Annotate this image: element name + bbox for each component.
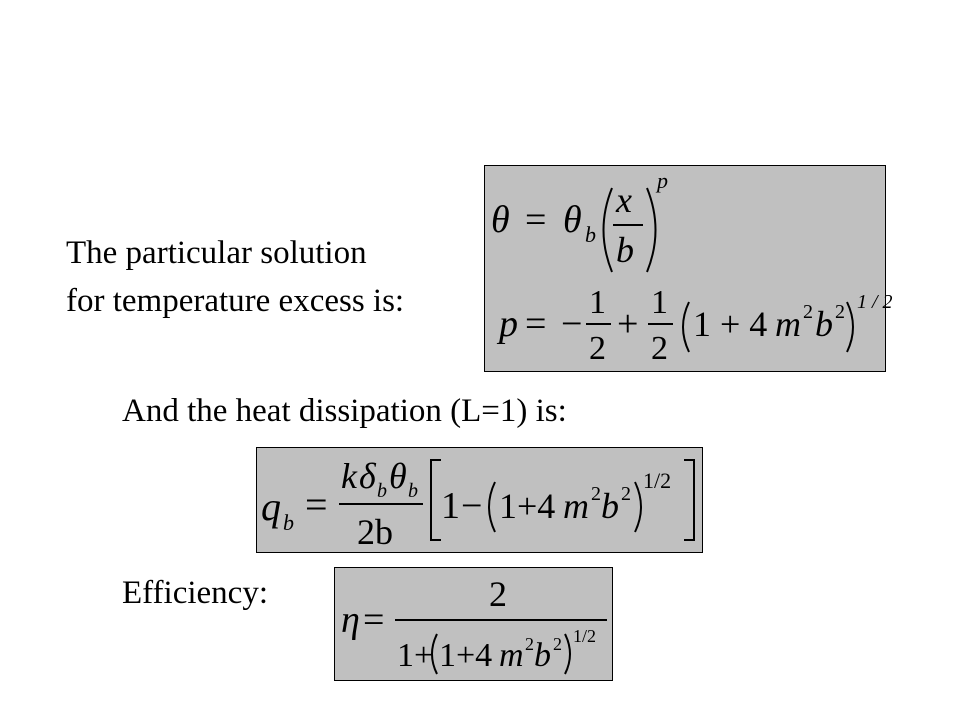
intro-line-1: The particular solution xyxy=(66,235,367,271)
eq3-left-paren xyxy=(489,482,495,532)
eq3-k: k xyxy=(341,456,357,496)
eq1-equals: = xyxy=(525,199,547,241)
heat-dissipation-equation xyxy=(257,448,704,554)
heat-dissipation-label: And the heat dissipation (L=1) is: xyxy=(122,393,567,429)
eq3-right-paren xyxy=(635,482,641,532)
eq3-q-subscript: b xyxy=(283,510,294,535)
eq2-m-exponent: 2 xyxy=(803,301,813,323)
eq4-b: b xyxy=(534,637,551,674)
eq1-denominator: b xyxy=(616,230,634,270)
eq4-numerator: 2 xyxy=(489,574,507,614)
eq1-right-paren xyxy=(647,188,656,272)
eq1-left-paren xyxy=(604,188,613,272)
eq2-right-paren xyxy=(847,302,853,352)
eq3-m: m xyxy=(563,486,589,526)
eq1-exponent: p xyxy=(657,168,668,193)
efficiency-equation xyxy=(335,568,614,682)
eq3-b: b xyxy=(601,486,619,526)
eq2-inner: 1 + 4 xyxy=(693,304,768,344)
eq3-exponent: 1/2 xyxy=(643,468,672,493)
heat-dissipation-equation-box xyxy=(256,447,703,553)
eq2-b-exponent: 2 xyxy=(835,301,845,323)
eq4-den-prefix: 1+ xyxy=(397,637,434,674)
eq4-eta: η xyxy=(341,599,360,641)
eq3-equals: = xyxy=(305,482,328,527)
eq2-b: b xyxy=(815,304,833,344)
eq2-minus: − xyxy=(561,303,583,345)
temperature-solution-equations xyxy=(485,166,893,373)
eq2-left-paren xyxy=(683,302,689,352)
eq2-lhs: p xyxy=(499,303,518,345)
eq2-equals: = xyxy=(525,303,547,345)
eq4-equals: = xyxy=(363,599,385,641)
eq3-delta-subscript: b xyxy=(377,480,387,502)
eq2-num2: 1 xyxy=(651,284,668,321)
eq1-numerator: x xyxy=(616,180,632,220)
eq2-plus: + xyxy=(617,303,639,345)
eq3-q: q xyxy=(261,484,281,529)
eq3-one: 1 xyxy=(441,485,460,527)
eq3-right-bracket xyxy=(684,460,694,540)
eq1-lhs: θ xyxy=(491,199,510,241)
eq3-b-exponent: 2 xyxy=(621,483,631,505)
eq3-theta-subscript: b xyxy=(408,480,418,502)
eq2-num1: 1 xyxy=(589,284,606,321)
eq2-m: m xyxy=(775,304,801,344)
eq4-m-exponent: 2 xyxy=(525,634,534,654)
eq4-exponent: 1/2 xyxy=(573,626,597,646)
eq3-left-bracket xyxy=(431,460,441,540)
eq3-denominator: 2b xyxy=(357,512,393,552)
eq3-inner: 1+4 xyxy=(499,486,556,526)
eq4-m: m xyxy=(499,637,524,674)
eq2-exponent: 1 / 2 xyxy=(857,291,893,313)
eq3-m-exponent: 2 xyxy=(591,483,601,505)
eq4-inner: 1+4 xyxy=(439,637,493,674)
eq2-den2: 2 xyxy=(651,330,668,367)
efficiency-label: Efficiency: xyxy=(122,575,268,611)
eq3-delta: δ xyxy=(359,456,376,496)
eq3-minus: − xyxy=(461,485,483,527)
temperature-solution-equation-box xyxy=(484,165,893,372)
intro-line-2: for temperature excess is: xyxy=(66,283,405,319)
eq1-theta: θ xyxy=(563,199,582,241)
eq3-theta: θ xyxy=(389,456,407,496)
eq4-b-exponent: 2 xyxy=(553,634,562,654)
eq4-right-paren xyxy=(565,634,570,674)
eq2-den1: 2 xyxy=(589,330,606,367)
eq1-theta-subscript: b xyxy=(585,222,596,247)
efficiency-equation-box xyxy=(334,567,613,681)
